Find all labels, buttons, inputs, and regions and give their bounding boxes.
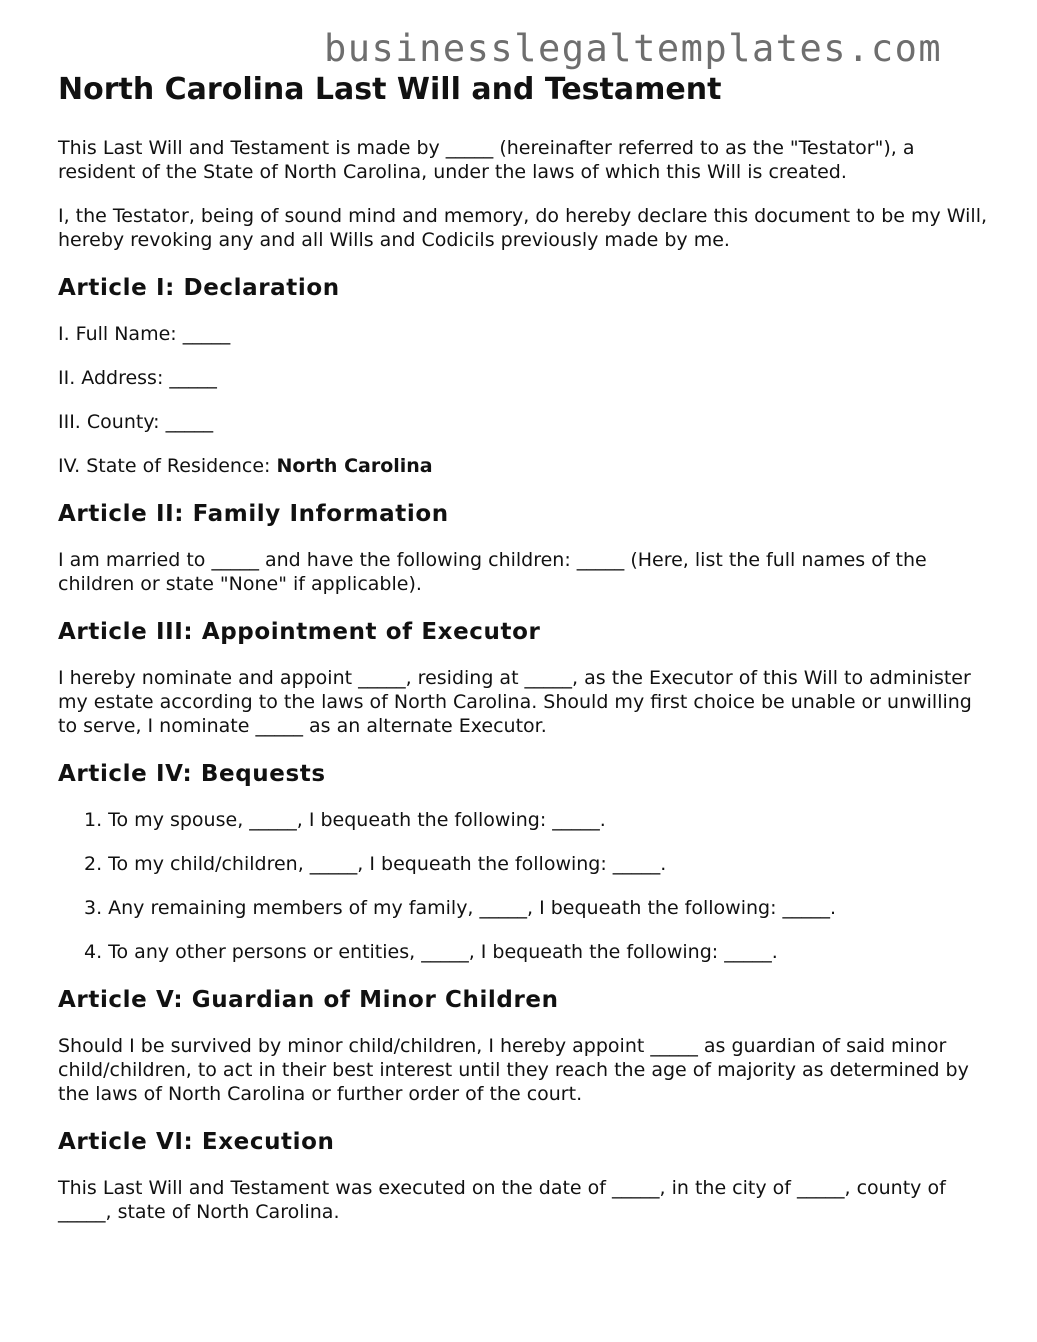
list-item (84, 940, 988, 964)
full-name-field (58, 322, 988, 346)
article-6-text: This Last Will and Testament was executed on the date of _____, in the city of _____, county of _____, state of North Carolina. (58, 1177, 946, 1223)
list-item-number: 3. (84, 897, 103, 919)
article-3-heading: Article III: Appointment of Executor (58, 619, 541, 645)
list-item-text: To my spouse, _____, I bequeath the following: _____. (108, 809, 606, 831)
article-4-heading: Article IV: Bequests (58, 761, 326, 787)
document-title: North Carolina Last Will and Testament (58, 72, 722, 107)
address-blank: _____ (169, 367, 217, 389)
state-value: North Carolina (276, 455, 433, 477)
article-6-heading: Article VI: Execution (58, 1129, 335, 1155)
address-field (58, 366, 988, 390)
article-5-text: Should I be survived by minor child/children, I hereby appoint _____ as guardian of said minor child/children, to act in their best interest until they reach the age of majority as determined by the laws of North Carolina or further order of the court. (58, 1035, 969, 1105)
list-item-number: 4. (84, 941, 103, 963)
state-label: IV. State of Residence: (58, 455, 271, 477)
document-page (58, 72, 988, 1244)
article-2-heading: Article II: Family Information (58, 501, 449, 527)
full-name-blank: _____ (182, 323, 231, 345)
address-label: II. Address: (58, 367, 164, 389)
list-item-number: 2. (84, 853, 103, 875)
state-field (58, 454, 988, 478)
intro-paragraph-1: This Last Will and Testament is made by _____ (hereinafter referred to as the "Testator"), a resident of the State of North Carolina, under the laws of which this Will is created. (58, 137, 915, 183)
list-item (84, 852, 988, 876)
list-item (84, 808, 988, 832)
county-label: III. County: (58, 411, 160, 433)
article-2-text: I am married to _____ and have the following children: _____ (Here, list the full names of the children or state "None" if applicable). (58, 549, 927, 595)
article-3-text: I hereby nominate and appoint _____, residing at _____, as the Executor of this Will to administer my estate according to the laws of North Carolina. Should my first choice be unable or unwilling to serve, I nominate _____ as an alternate Executor. (58, 667, 972, 737)
list-item-text: To my child/children, _____, I bequeath the following: _____. (108, 853, 667, 875)
county-blank: _____ (165, 411, 214, 433)
list-item-text: Any remaining members of my family, _____, I bequeath the following: _____. (108, 897, 837, 919)
intro-paragraph-2: I, the Testator, being of sound mind and memory, do hereby declare this document to be my Will, hereby revoking any and all Wills and Codicils previously made by me. (58, 205, 988, 251)
article-5-heading: Article V: Guardian of Minor Children (58, 987, 559, 1013)
bequests-list (58, 808, 988, 964)
list-item-text: To any other persons or entities, _____, I bequeath the following: _____. (108, 941, 778, 963)
list-item (84, 896, 988, 920)
watermark-logo: businesslegaltemplates.com (324, 27, 943, 70)
full-name-label: I. Full Name: (58, 323, 177, 345)
article-1-heading: Article I: Declaration (58, 275, 340, 301)
list-item-number: 1. (84, 809, 103, 831)
county-field (58, 410, 988, 434)
